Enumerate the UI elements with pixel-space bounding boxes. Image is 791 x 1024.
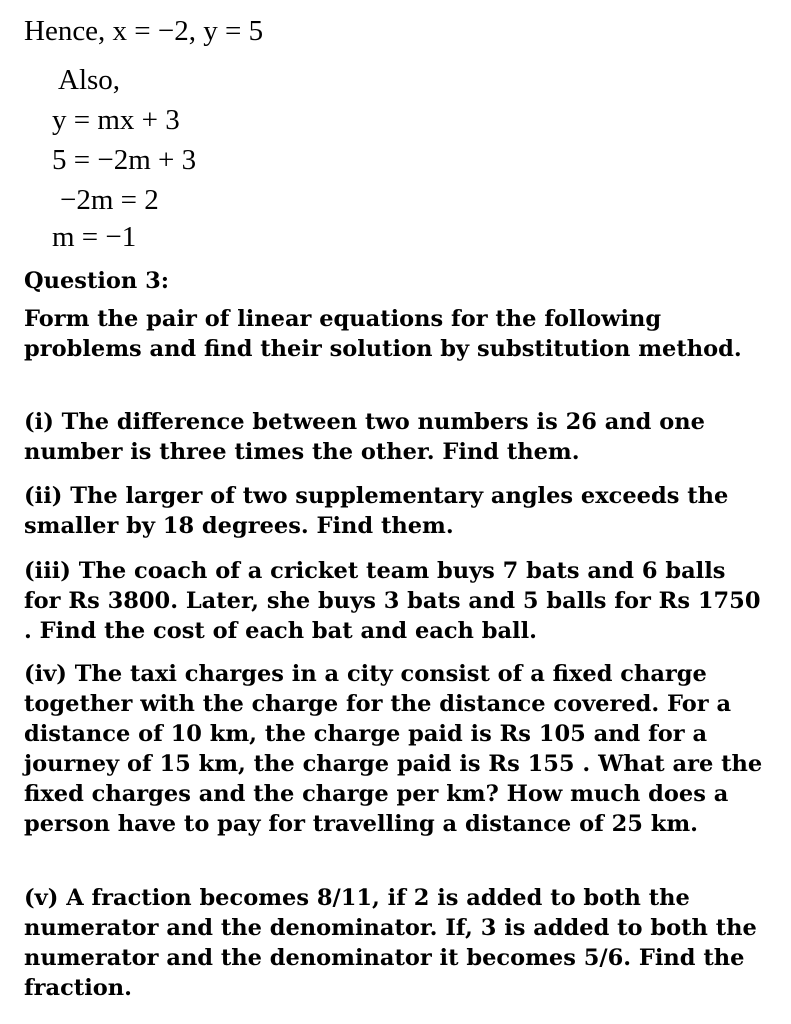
solution-also-label: Also,	[58, 64, 121, 96]
question-part-i: (i) The difference between two numbers is 26 and one number is three times the other. Find them.	[24, 409, 705, 465]
question-part-v: (v) A fraction becomes 8/11, if 2 is added to both the numerator and the denominator. If, 3 is added to both the numerator and the denominator it becomes 5/6. Find the fraction.	[24, 885, 757, 1001]
solution-step-4: m = −1	[52, 221, 137, 253]
solution-step-1: y = mx + 3	[52, 104, 180, 136]
question-part-iv: (iv) The taxi charges in a city consist of a fixed charge together with the charge for the distance covered. For a distance of 10 km, the charge paid is Rs 105 and for a journey of 15 km, the charge paid is Rs 155 . What are the fixed charges and the charge per km? How much does a person have to pay for travelling a distance of 25 km.	[24, 661, 763, 837]
question-part-iii: (iii) The coach of a cricket team buys 7 bats and 6 balls for Rs 3800. Later, she buys 3 bats and 5 balls for Rs 1750 . Find the cost of each bat and each ball.	[24, 558, 761, 644]
solution-step-2: 5 = −2m + 3	[52, 144, 197, 176]
solution-step-3: −2m = 2	[60, 184, 159, 216]
solution-hence-line: Hence, x = −2, y = 5	[24, 15, 264, 47]
question-heading: Question 3:	[24, 268, 170, 294]
question-part-ii: (ii) The larger of two supplementary angles exceeds the smaller by 18 degrees. Find them.	[24, 483, 729, 539]
question-intro: Form the pair of linear equations for the following problems and find their solution by substitution method.	[24, 306, 742, 362]
